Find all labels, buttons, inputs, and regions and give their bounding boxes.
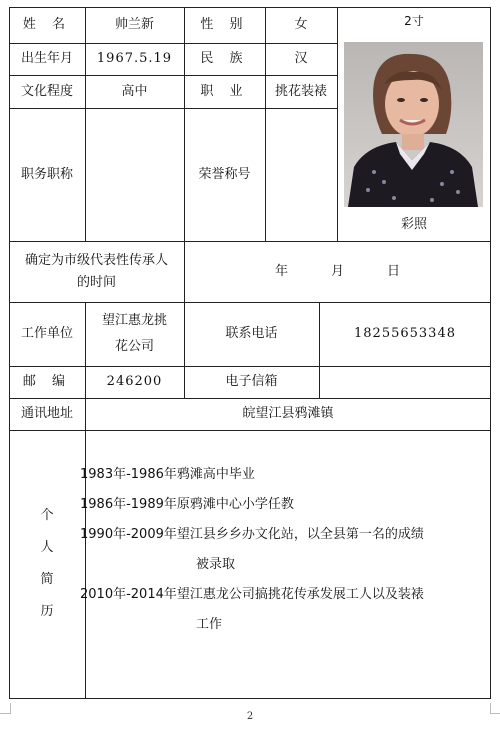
postal-value: 246200 [106,374,163,389]
confirm-date-label [9,241,184,302]
resume-entry: 1990年-2009年望江县乡乡办文化站，以全县第一名的成绩 [80,527,424,542]
workplace-value [85,302,184,366]
photo-caption: 彩照 [400,217,427,232]
email-value[interactable] [319,366,491,398]
ethnicity-value: 汉 [294,51,308,66]
portrait-photo [344,42,483,207]
day-label: 日 [386,263,400,279]
phone-value: 18255653348 [354,326,456,341]
title-label: 职务职称 [20,166,73,182]
occupation-label: 职 业 [200,83,249,99]
month-label: 月 [330,263,344,279]
workplace-line2: 花公司 [114,339,154,354]
resume-entry-continuation: 工作 [196,617,223,632]
gender-value: 女 [294,17,308,32]
honor-value[interactable] [265,108,337,241]
name-value: 帅兰新 [114,17,154,32]
gender-label: 性 别 [200,17,249,32]
occupation-value: 挑花装裱 [274,83,327,99]
title-value[interactable] [85,108,184,241]
confirm-label-line2: 的时间 [76,274,116,290]
address-value: 皖望江县鸦滩镇 [242,406,334,421]
photo-size-label: 2寸 [404,14,424,28]
workplace-label: 工作单位 [20,326,73,341]
workplace-line1: 望江惠龙挑 [101,313,167,328]
resume-label-char: 历 [40,604,54,619]
birth-label: 出生年月 [20,51,73,66]
education-label: 文化程度 [20,83,73,99]
honor-label: 荣誉称号 [198,166,251,182]
resume-label-char: 简 [40,572,54,587]
resume-entry: 1986年-1989年原鸦滩中心小学任教 [80,497,294,512]
confirm-label-line1: 确定为市级代表性传承人 [24,252,168,268]
rule [337,7,338,241]
confirm-date-value[interactable] [184,241,491,302]
postal-label: 邮 编 [22,374,72,389]
rule [9,698,491,699]
resume-entry-continuation: 被录取 [196,557,236,572]
portrait-image [344,42,483,207]
resume-label-char: 人 [40,540,54,555]
address-label: 通讯地址 [20,406,73,421]
page-number: 2 [246,711,254,722]
resume-content [80,460,478,640]
phone-label: 联系电话 [225,326,278,341]
ethnicity-label: 民 族 [200,51,249,66]
email-label: 电子信箱 [225,374,278,389]
birth-value: 1967.5.19 [96,51,173,66]
resume-entry: 2010年-2014年望江惠龙公司搞挑花传承发展工人以及装裱 [80,587,424,602]
resume-entry: 1983年-1986年鸦滩高中毕业 [80,467,255,482]
resume-label [9,430,85,698]
year-label: 年 [274,263,288,279]
name-label: 姓 名 [22,17,72,32]
resume-label-char: 个 [40,508,54,523]
education-value: 高中 [121,83,148,99]
